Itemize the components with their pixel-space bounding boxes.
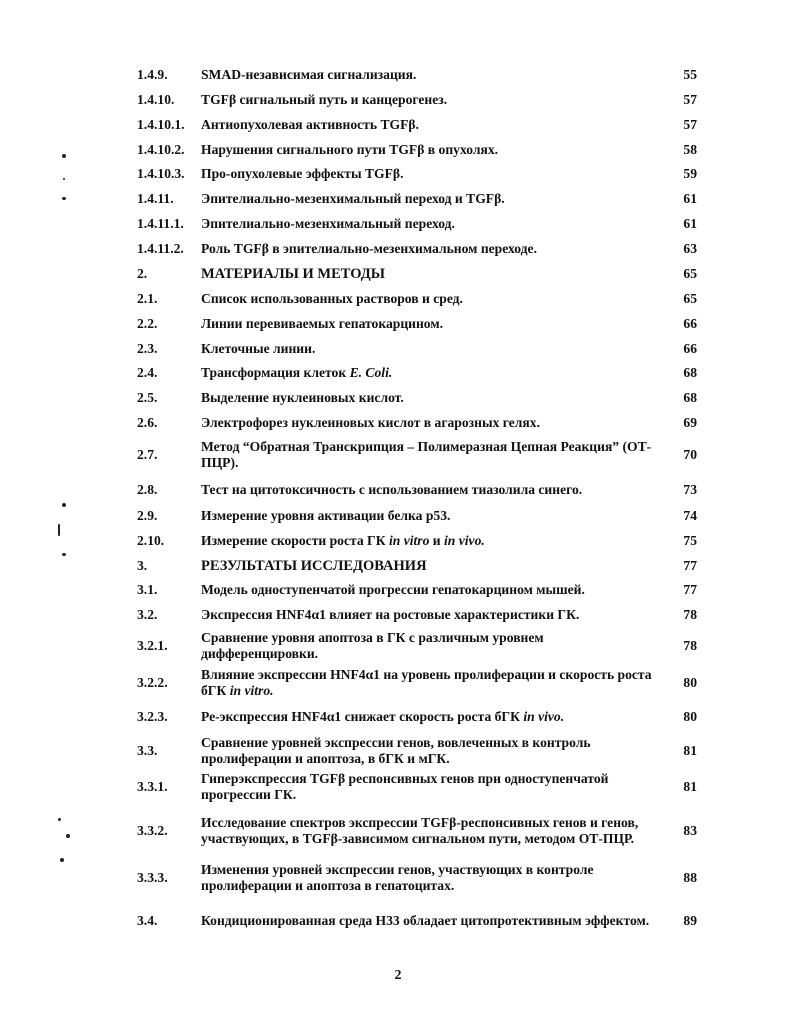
toc-title-italic-part: in vivo. xyxy=(444,532,485,548)
toc-entry xyxy=(137,236,697,261)
toc-title-part: РЕЗУЛЬТАТЫ ИССЛЕДОВАНИЯ xyxy=(201,557,427,574)
toc-entry-page: 74 xyxy=(683,508,697,523)
toc-entry-page: 77 xyxy=(683,557,697,573)
toc-section-heading xyxy=(201,261,655,286)
toc-title-part: Про-опухолевые эффекты TGFβ. xyxy=(201,165,404,181)
toc-entry-number: 3.3. xyxy=(137,743,158,758)
toc-entry-page: 69 xyxy=(683,414,697,430)
toc-entry-page: 80 xyxy=(683,708,697,724)
toc-entry xyxy=(137,627,697,664)
toc-title-part: Гиперэкспрессия TGFβ респонсивных генов при одноступенчатой прогрессии ГК. xyxy=(201,771,609,802)
toc-entry-page: 75 xyxy=(683,532,697,548)
toc-entry-title xyxy=(201,311,655,336)
toc-entry-title xyxy=(201,627,655,664)
toc-entry-number: 2.8. xyxy=(137,481,158,497)
toc-title-italic-part: in vitro. xyxy=(229,683,274,698)
toc-entry xyxy=(137,112,697,138)
toc-entry-number: 1.4.11. xyxy=(137,190,174,206)
toc-entry-page: 58 xyxy=(683,141,697,157)
toc-entry-number: 2.7. xyxy=(137,447,158,462)
toc-entry xyxy=(137,138,697,161)
toc-entry-title xyxy=(201,702,655,731)
toc-entry-title xyxy=(201,161,655,186)
toc-entry-number: 1.4.11.2. xyxy=(137,240,184,256)
toc-title-part: Нарушения сигнального пути TGFβ в опухолях. xyxy=(201,141,499,157)
toc-entry-page: 73 xyxy=(683,481,697,497)
toc-title-part: Кондиционированная среда H33 обладает цитопротективным эффектом. xyxy=(201,913,650,928)
toc-entry-page: 68 xyxy=(683,365,697,380)
toc-title-part: Измерение уровня активации белка p53. xyxy=(201,508,451,523)
toc-entry xyxy=(137,664,697,702)
toc-entry-page: 83 xyxy=(683,823,697,838)
toc-entry-page: 78 xyxy=(683,637,697,653)
toc-entry-title xyxy=(201,664,655,702)
toc-entry-title xyxy=(201,859,655,897)
toc-entry-title xyxy=(201,578,655,602)
toc-entry xyxy=(137,435,697,475)
toc-entry xyxy=(137,385,697,410)
toc-entry-title xyxy=(201,336,655,361)
toc-entry xyxy=(137,361,697,385)
scan-speck xyxy=(62,154,66,158)
toc-entry-page: 65 xyxy=(683,265,697,281)
scan-speck xyxy=(58,524,60,536)
toc-entry-page: 70 xyxy=(683,447,697,462)
toc-title-part: Влияние экспрессии HNF4α1 на уровень пролиферации и скорость роста бГК xyxy=(201,667,652,698)
toc-entry-page: 88 xyxy=(683,870,697,885)
toc-entry-title xyxy=(201,504,655,528)
toc-title-part: и xyxy=(429,532,445,548)
toc-entry-number: 2.9. xyxy=(137,508,158,523)
toc-entry-number: 2.6. xyxy=(137,414,158,430)
toc-title-part: Список использованных растворов и сред. xyxy=(201,290,463,306)
toc-title-part: Эпителиально-мезенхимальный переход и TGFβ. xyxy=(201,190,505,206)
toc-title-part: Исследование спектров экспрессии TGFβ-респонсивных генов и генов, участвующих, в TGFβ-зависимом сигнальном пути, методом ОТ-ПЦР. xyxy=(201,815,639,846)
toc-entry-number: 1.4.10. xyxy=(137,91,175,107)
toc-entry-title xyxy=(201,803,655,859)
toc-entry-title xyxy=(201,771,655,803)
toc-title-part: Электрофорез нуклеиновых кислот в агарозных гелях. xyxy=(201,414,540,430)
toc-entry-page: 63 xyxy=(683,240,697,256)
toc-entry-page: 89 xyxy=(683,913,697,928)
toc-entry xyxy=(137,803,697,859)
toc-entry-title xyxy=(201,602,655,627)
toc-title-part: Линии перевиваемых гепатокарцином. xyxy=(201,315,444,331)
toc-entry-page: 77 xyxy=(683,582,697,597)
toc-section-heading xyxy=(201,553,655,578)
toc-entry-page: 68 xyxy=(683,389,697,405)
toc-entry-title xyxy=(201,897,655,945)
toc-entry-number: 3.1. xyxy=(137,582,158,597)
toc-title-part: Измерение скорости роста ГК xyxy=(201,532,389,548)
toc-entry-number: 1.4.10.3. xyxy=(137,165,185,181)
toc-title-italic-part: in vitro xyxy=(388,532,430,548)
toc-entry-title xyxy=(201,138,655,161)
toc-entry-title xyxy=(201,435,655,475)
toc-entry-number: 2.3. xyxy=(137,340,158,356)
toc-entry-title xyxy=(201,112,655,138)
toc-entry-title xyxy=(201,286,655,311)
toc-entry-page: 81 xyxy=(683,779,697,794)
toc-entry-number: 3.4. xyxy=(137,913,158,928)
toc-entry xyxy=(137,771,697,803)
toc-entry-title xyxy=(201,236,655,261)
toc-entry-number: 1.4.11.1. xyxy=(137,215,184,231)
page-number: 2 xyxy=(394,968,402,983)
toc-entry-number: 3.3.2. xyxy=(137,823,168,838)
toc-title-part: Клеточные линии. xyxy=(201,340,316,356)
toc-title-part: Изменения уровней экспрессии генов, участвующих в контроле пролиферации и апоптоза в гепатоцитах. xyxy=(201,862,594,893)
toc-entry xyxy=(137,186,697,211)
toc-title-part: Экспрессия HNF4α1 влияет на ростовые характеристики ГК. xyxy=(201,606,580,622)
toc-entry-page: 80 xyxy=(683,675,697,690)
toc-entry-number: 2.2. xyxy=(137,315,158,331)
toc-entry xyxy=(137,528,697,553)
toc-entry-page: 57 xyxy=(683,91,697,107)
table-of-contents xyxy=(137,62,697,945)
toc-entry xyxy=(137,261,697,286)
toc-entry xyxy=(137,62,697,87)
toc-entry-number: 3.2.2. xyxy=(137,675,168,690)
toc-entry-page: 61 xyxy=(683,190,697,206)
toc-entry-number: 3.2.1. xyxy=(137,637,168,653)
toc-title-part: Модель одноступенчатой прогрессии гепатокарцином мышей. xyxy=(201,582,585,597)
toc-entry xyxy=(137,731,697,771)
toc-entry-page: 66 xyxy=(683,315,697,331)
toc-title-part: МАТЕРИАЛЫ И МЕТОДЫ xyxy=(201,265,386,282)
toc-title-part: Выделение нуклеиновых кислот. xyxy=(201,389,404,405)
toc-entry-title xyxy=(201,385,655,410)
toc-entry-title xyxy=(201,475,655,504)
toc-title-italic-part: E. Coli. xyxy=(349,365,393,380)
scan-speck xyxy=(66,834,70,838)
toc-entry-page: 59 xyxy=(683,165,697,181)
toc-entry-number: 3.2.3. xyxy=(137,708,168,724)
toc-entry-title xyxy=(201,731,655,771)
toc-entry xyxy=(137,311,697,336)
toc-entry xyxy=(137,87,697,112)
toc-entry xyxy=(137,504,697,528)
toc-entry-number: 1.4.10.2. xyxy=(137,141,185,157)
toc-entry-title xyxy=(201,361,655,385)
toc-entry xyxy=(137,410,697,435)
toc-entry-page: 78 xyxy=(683,606,697,622)
toc-entry-number: 3.3.3. xyxy=(137,870,168,885)
toc-entry xyxy=(137,859,697,897)
toc-entry-number: 2.1. xyxy=(137,290,158,306)
toc-title-part: SMAD-независимая сигнализация. xyxy=(201,66,417,82)
toc-entry-number: 2.10. xyxy=(137,532,165,548)
scan-speck xyxy=(63,178,65,180)
toc-entry-page: 65 xyxy=(683,290,697,306)
toc-entry-page: 61 xyxy=(683,215,697,231)
toc-entry-title xyxy=(201,410,655,435)
toc-entry-number: 3.3.1. xyxy=(137,779,168,794)
toc-entry-number: 2.5. xyxy=(137,389,158,405)
toc-title-part: Метод “Обратная Транскрипция – Полимеразная Цепная Реакция” (ОТ-ПЦР). xyxy=(201,439,652,470)
toc-entry xyxy=(137,578,697,602)
toc-title-part: TGFβ сигнальный путь и канцерогенез. xyxy=(201,91,448,107)
toc-entry-page: 81 xyxy=(683,743,697,758)
toc-title-part: Роль TGFβ в эпителиально-мезенхимальном переходе. xyxy=(201,240,537,256)
toc-title-part: Антиопухолевая активность TGFβ. xyxy=(201,117,419,132)
toc-entry xyxy=(137,211,697,236)
scan-speck xyxy=(58,818,61,821)
toc-title-part: Ре-экспрессия HNF4α1 снижает скорость роста бГК xyxy=(201,708,524,724)
toc-entry-number: 2. xyxy=(137,265,148,281)
toc-entry-title xyxy=(201,87,655,112)
toc-entry-page: 55 xyxy=(683,66,697,82)
scan-speck xyxy=(60,858,64,862)
scan-speck xyxy=(62,503,66,507)
toc-entry-number: 3. xyxy=(137,557,148,573)
toc-entry-title xyxy=(201,62,655,87)
toc-entry xyxy=(137,161,697,186)
scan-speck xyxy=(62,553,66,556)
toc-entry-page: 66 xyxy=(683,340,697,356)
toc-entry-number: 3.2. xyxy=(137,606,158,622)
toc-entry-title xyxy=(201,211,655,236)
toc-entry-number: 2.4. xyxy=(137,365,158,380)
toc-title-part: Сравнение уровней экспрессии генов, вовлеченных в контроль пролиферации и апоптоза, в бГК и мГК. xyxy=(201,735,591,766)
scan-speck xyxy=(62,197,66,200)
toc-entry xyxy=(137,286,697,311)
toc-entry-number: 1.4.9. xyxy=(137,66,168,82)
toc-entry xyxy=(137,553,697,578)
toc-entry-page: 57 xyxy=(683,117,697,132)
toc-title-italic-part: in vivo. xyxy=(523,708,565,724)
toc-entry xyxy=(137,475,697,504)
toc-entry-title xyxy=(201,186,655,211)
toc-title-part: Тест на цитотоксичность с использованием тиазолила синего. xyxy=(201,481,583,497)
toc-entry xyxy=(137,897,697,945)
toc-entry xyxy=(137,702,697,731)
toc-entry-number: 1.4.10.1. xyxy=(137,117,185,132)
toc-title-part: Сравнение уровня апоптоза в ГК с различным уровнем дифференцировки. xyxy=(201,629,544,661)
toc-entry xyxy=(137,602,697,627)
toc-title-part: Эпителиально-мезенхимальный переход. xyxy=(201,215,455,231)
toc-title-part: Трансформация клеток xyxy=(201,365,350,380)
toc-entry xyxy=(137,336,697,361)
toc-entry-title xyxy=(201,528,655,553)
